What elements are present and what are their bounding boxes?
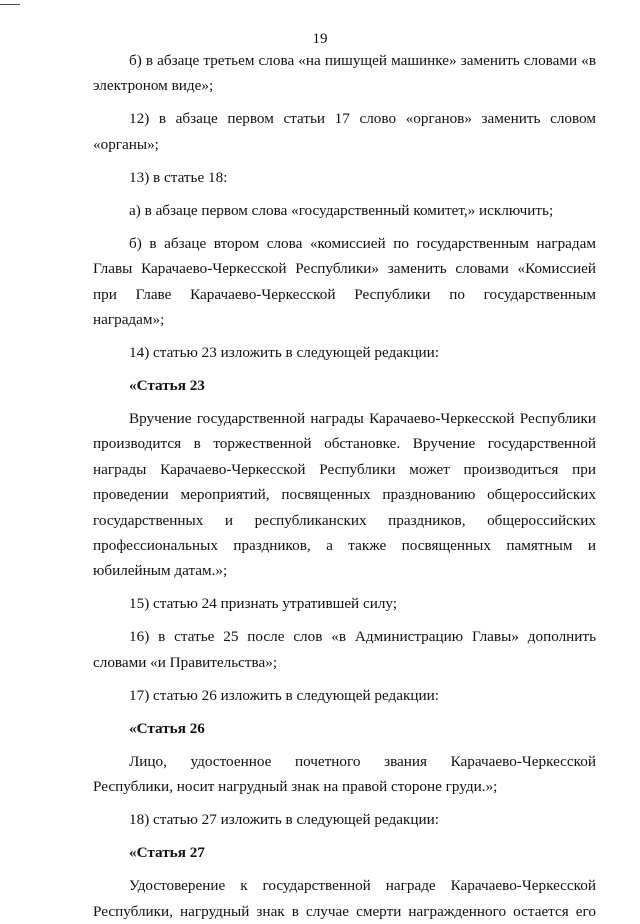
paragraph: 15) статью 24 признать утратившей силу; (129, 595, 398, 613)
paragraph: 17) статью 26 изложить в следующей редакции: (129, 686, 439, 704)
paragraph: 12) в абзаце первом статьи 17 слово «органов» заменить словом «органы»; (93, 110, 596, 153)
paragraph: б) в абзаце третьем слова «на пишущей машинке» заменить словами «в электроном виде»; (93, 52, 596, 95)
article-heading: «Статья 26 (129, 719, 205, 737)
paragraph: Лицо, удостоенное почетного звания Карачаево-Черкесской Республики, носит нагрудный знак на правой стороне груди.»; (93, 752, 596, 796)
article-heading: «Статья 23 (129, 377, 205, 395)
paragraph: а) в абзаце первом слова «государственный комитет,» исключить; (129, 201, 554, 219)
document-body (93, 48, 596, 924)
paragraph: 18) статью 27 изложить в следующей редакции: (129, 811, 439, 829)
article-heading: «Статья 27 (129, 844, 205, 862)
page-number: 19 (312, 31, 328, 47)
paragraph: Удостоверение к государственной награде Карачаево-Черкесской Республики, нагрудный знак в случае смерти награжденного остается его (93, 877, 596, 920)
paragraph: б) в абзаце втором слова «комиссией по государственным наградам Главы Карачаево-Черкесской Республики» заменить словами «Комиссией при Главе Карачаево-Черкесской Республики по государственным наградам»; (93, 234, 596, 329)
paragraph: 14) статью 23 изложить в следующей редакции: (129, 344, 439, 362)
paragraph: 16) в статье 25 после слов «в Администрацию Главы» дополнить словами «и Правительства»; (93, 628, 596, 671)
paragraph: 13) в статье 18: (129, 168, 228, 186)
paragraph: Вручение государственной награды Карачаево-Черкесской Республики производится в торжественной обстановке. Вручение государственной награды Карачаево-Черкесской Республики может производиться при проведении мероприятий, посвященных празднованию общероссийских государственных и республиканских праздников, общероссийских профессиональных праздников, а также посвященных памятным и юбилейным датам.»; (93, 410, 596, 580)
scan-corner-mark (0, 0, 20, 5)
